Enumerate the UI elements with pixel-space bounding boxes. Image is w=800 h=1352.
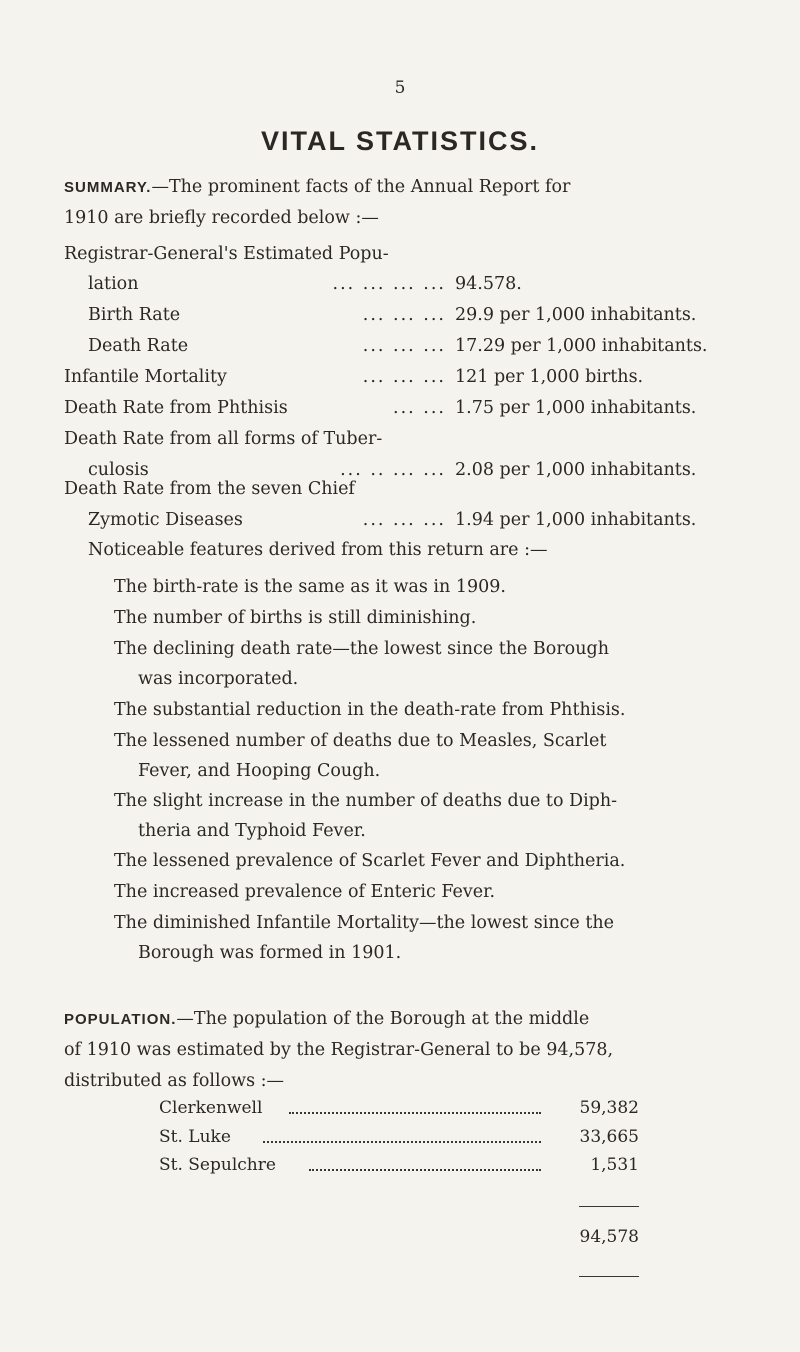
population-line3: distributed as follows :— <box>64 1071 285 1091</box>
leader-dots: ... ... ... <box>362 336 446 356</box>
leader-dots: ... ... ... <box>362 305 446 325</box>
feature-item: The number of births is still diminishing. <box>114 608 477 628</box>
stat-label: Registrar-General's Estimated Popu- <box>64 244 389 264</box>
stat-label: Birth Rate <box>88 305 181 325</box>
district-value: 1,531 <box>590 1155 639 1175</box>
district-row <box>159 1155 639 1179</box>
district-value: 33,665 <box>579 1127 639 1147</box>
population-line1: —The population of the Borough at the middle <box>176 1009 590 1029</box>
leader-dots: ... ... ... <box>362 510 446 530</box>
leader-dots <box>309 1169 541 1171</box>
stat-row-zymotic <box>64 479 744 540</box>
summary-intro <box>64 172 736 234</box>
page-number: 5 <box>394 78 406 98</box>
feature-item: The birth-rate is the same as it was in 1909. <box>114 577 506 597</box>
leader-dots: ... ... <box>393 398 446 418</box>
leader-dots: ... ... ... <box>362 367 446 387</box>
total-rule-bottom <box>579 1276 639 1277</box>
feature-item: The declining death rate—the lowest since the Borough was incorporated. <box>114 639 609 689</box>
stat-label: Death Rate from all forms of Tuber- <box>64 429 383 449</box>
stat-label: Infantile Mortality <box>64 367 227 387</box>
stat-label-continued: lation <box>88 274 139 294</box>
district-row <box>159 1098 639 1122</box>
stat-row-death-rate <box>64 336 744 366</box>
stat-value: 94.578. <box>455 274 522 294</box>
total-rule-top <box>579 1206 639 1207</box>
features-intro: Noticeable features derived from this return are :— <box>88 540 548 560</box>
population-paragraph <box>64 1004 736 1097</box>
leader-dots <box>289 1112 541 1114</box>
stat-label-continued: culosis <box>88 460 149 480</box>
page-title: VITAL STATISTICS. <box>260 126 539 156</box>
district-value: 59,382 <box>579 1098 639 1118</box>
population-heading: POPULATION. <box>64 1011 177 1028</box>
feature-item: The diminished Infantile Mortality—the lowest since the Borough was formed in 1901. <box>114 913 614 963</box>
population-line2: of 1910 was estimated by the Registrar-General to be 94,578, <box>64 1040 614 1060</box>
feature-item: The substantial reduction in the death-rate from Phthisis. <box>114 700 626 720</box>
district-row <box>159 1127 639 1151</box>
population-total: 94,578 <box>579 1227 639 1247</box>
stat-label: Death Rate from the seven Chief <box>64 479 355 499</box>
feature-item: The lessened number of deaths due to Measles, Scarlet Fever, and Hooping Cough. <box>114 731 607 781</box>
stat-label: Death Rate <box>88 336 189 356</box>
leader-dots: ... ... ... ... <box>332 274 446 294</box>
stat-value: 1.94 per 1,000 inhabitants. <box>455 510 697 530</box>
district-name: Clerkenwell <box>159 1098 268 1118</box>
summary-intro-line1: —The prominent facts of the Annual Report for <box>151 177 571 197</box>
stat-label-continued: Zymotic Diseases <box>88 510 243 530</box>
stat-value: 1.75 per 1,000 inhabitants. <box>455 398 697 418</box>
stat-value: 29.9 per 1,000 inhabitants. <box>455 305 697 325</box>
summary-heading: SUMMARY. <box>64 179 152 196</box>
district-name: St. Luke <box>159 1127 237 1147</box>
stat-row-birth-rate <box>64 305 744 335</box>
district-name: St. Sepulchre <box>159 1155 282 1175</box>
leader-dots <box>263 1141 541 1143</box>
summary-intro-line2: 1910 are briefly recorded below :— <box>64 208 379 228</box>
stat-value: 121 per 1,000 births. <box>455 367 644 387</box>
stat-row-population <box>64 244 744 304</box>
stat-value: 2.08 per 1,000 inhabitants. <box>455 460 697 480</box>
stat-value: 17.29 per 1,000 inhabitants. <box>455 336 708 356</box>
feature-item: The slight increase in the number of deaths due to Diph- theria and Typhoid Fever. <box>114 791 618 841</box>
stat-label: Death Rate from Phthisis <box>64 398 288 418</box>
stat-row-phthisis <box>64 398 744 428</box>
feature-item: The lessened prevalence of Scarlet Fever and Diphtheria. <box>114 851 626 871</box>
feature-item: The increased prevalence of Enteric Fever. <box>114 882 496 902</box>
leader-dots: ... .. ... ... <box>340 460 446 480</box>
stat-row-infantile-mortality <box>64 367 744 397</box>
